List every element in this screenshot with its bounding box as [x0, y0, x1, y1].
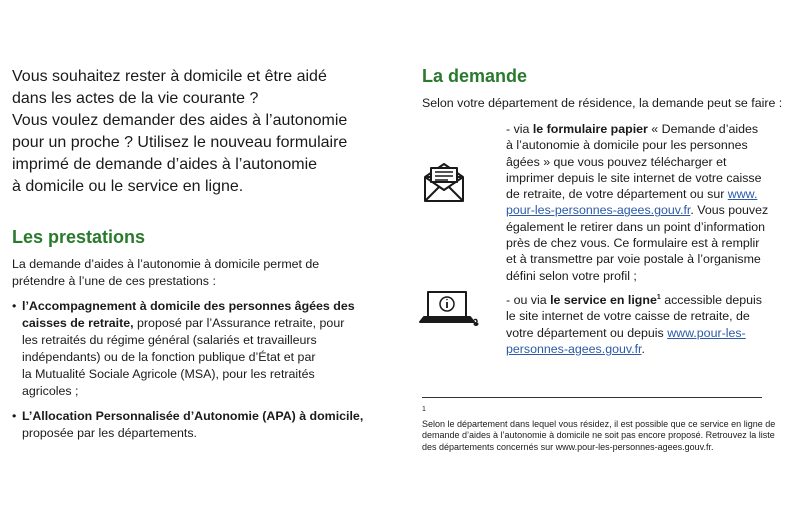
prestations-intro-line: La demande d’aides à l’autonomie à domicile permet de [12, 257, 320, 271]
option-paper-form: - via le formulaire papier « Demande d’aides à l’autonomie à domicile pour les personnes âgées » que vous pouvez télécharger et imprimer depuis le site internet de votre caisse de retraite, de votre département ou sur www. pour-les-personnes-agees.gouv.fr. Vous pouvez également le retirer dans un point d’information près de chez vous. Ce formulaire est à remplir et à transmettre par voie postale à l’organisme défini selon votre profil ; [506, 122, 769, 283]
list-item [12, 298, 355, 400]
site-link[interactable]: personnes-agees.gouv.fr [506, 341, 642, 356]
bullet-bold-text: L’Allocation Personnalisée d’Autonomie (APA) à domicile, [22, 409, 364, 423]
prestations-intro [12, 256, 347, 290]
prestations-heading: Les prestations [12, 227, 146, 247]
intro-line: dans les actes de la vie courante ? [12, 90, 259, 107]
bullet-text: agricoles ; [22, 384, 79, 398]
left-column [12, 66, 364, 440]
footnote-ref: 1 [656, 293, 661, 301]
intro-line: pour un proche ? Utilisez le nouveau formulaire [12, 134, 348, 151]
list-item [12, 408, 364, 442]
bullet-text: proposée par les départements. [22, 426, 197, 440]
intro-line: Vous voulez demander des aides à l’autonomie [12, 112, 348, 129]
laptop-info-icon [416, 288, 480, 328]
demande-heading: La demande [422, 66, 528, 86]
site-link[interactable]: pour-les-personnes-agees.gouv.fr [506, 203, 691, 218]
prestations-intro-line: prétendre à l’une de ces prestations : [12, 274, 216, 288]
site-link[interactable]: www. [727, 187, 758, 202]
bullet-text: indépendants) ou de la fonction publique d’État et par [22, 350, 316, 364]
option-bold-text: le formulaire papier [532, 122, 648, 136]
bullet-bold-text: l’Accompagnement à domicile des personnes âgées des [22, 299, 355, 313]
footnote-divider [422, 397, 762, 398]
intro-line: imprimé de demande d’aides à l’autonomie [12, 156, 318, 173]
intro-line: à domicile ou le service en ligne. [12, 178, 244, 195]
footnote-number: 1 [422, 406, 426, 413]
bullet-icon: • [12, 409, 17, 423]
bullet-text: les retraités du régime général (salariés et travailleurs [22, 333, 317, 347]
option-online-service: - ou via le service en ligne$^1$ accessible depuis le site internet de votre caisse de retraite, de votre département ou depuis www.pour-les- personnes-agees.gouv.fr. [506, 293, 762, 356]
bullet-bold-text: caisses de retraite, [22, 316, 134, 330]
envelope-letter-icon [422, 160, 466, 204]
intro-paragraph [12, 66, 347, 198]
site-link[interactable]: www.pour-les- [667, 325, 746, 340]
footnote: $^1$ Selon le département dans lequel vous résidez, il est possible que ce service en ligne de demande d’aides à l’autonomie à domicile ne soit pas encore proposé. Retrouvez la liste des départements concernés sur www.pour-les-personnes-agees.gouv.fr. [422, 406, 776, 452]
option-bold-text: le service en ligne$^1$ [550, 293, 661, 307]
bullet-icon: • [12, 299, 17, 313]
demande-intro: Selon votre département de résidence, la demande peut se faire : [422, 96, 783, 110]
prestations-list [12, 298, 364, 450]
intro-line: Vous souhaitez rester à domicile et être aidé [12, 68, 327, 85]
bullet-text: la Mutualité Sociale Agricole (MSA), pour les retraités [22, 367, 315, 381]
bullet-text: proposé par l’Assurance retraite, pour [133, 316, 345, 330]
